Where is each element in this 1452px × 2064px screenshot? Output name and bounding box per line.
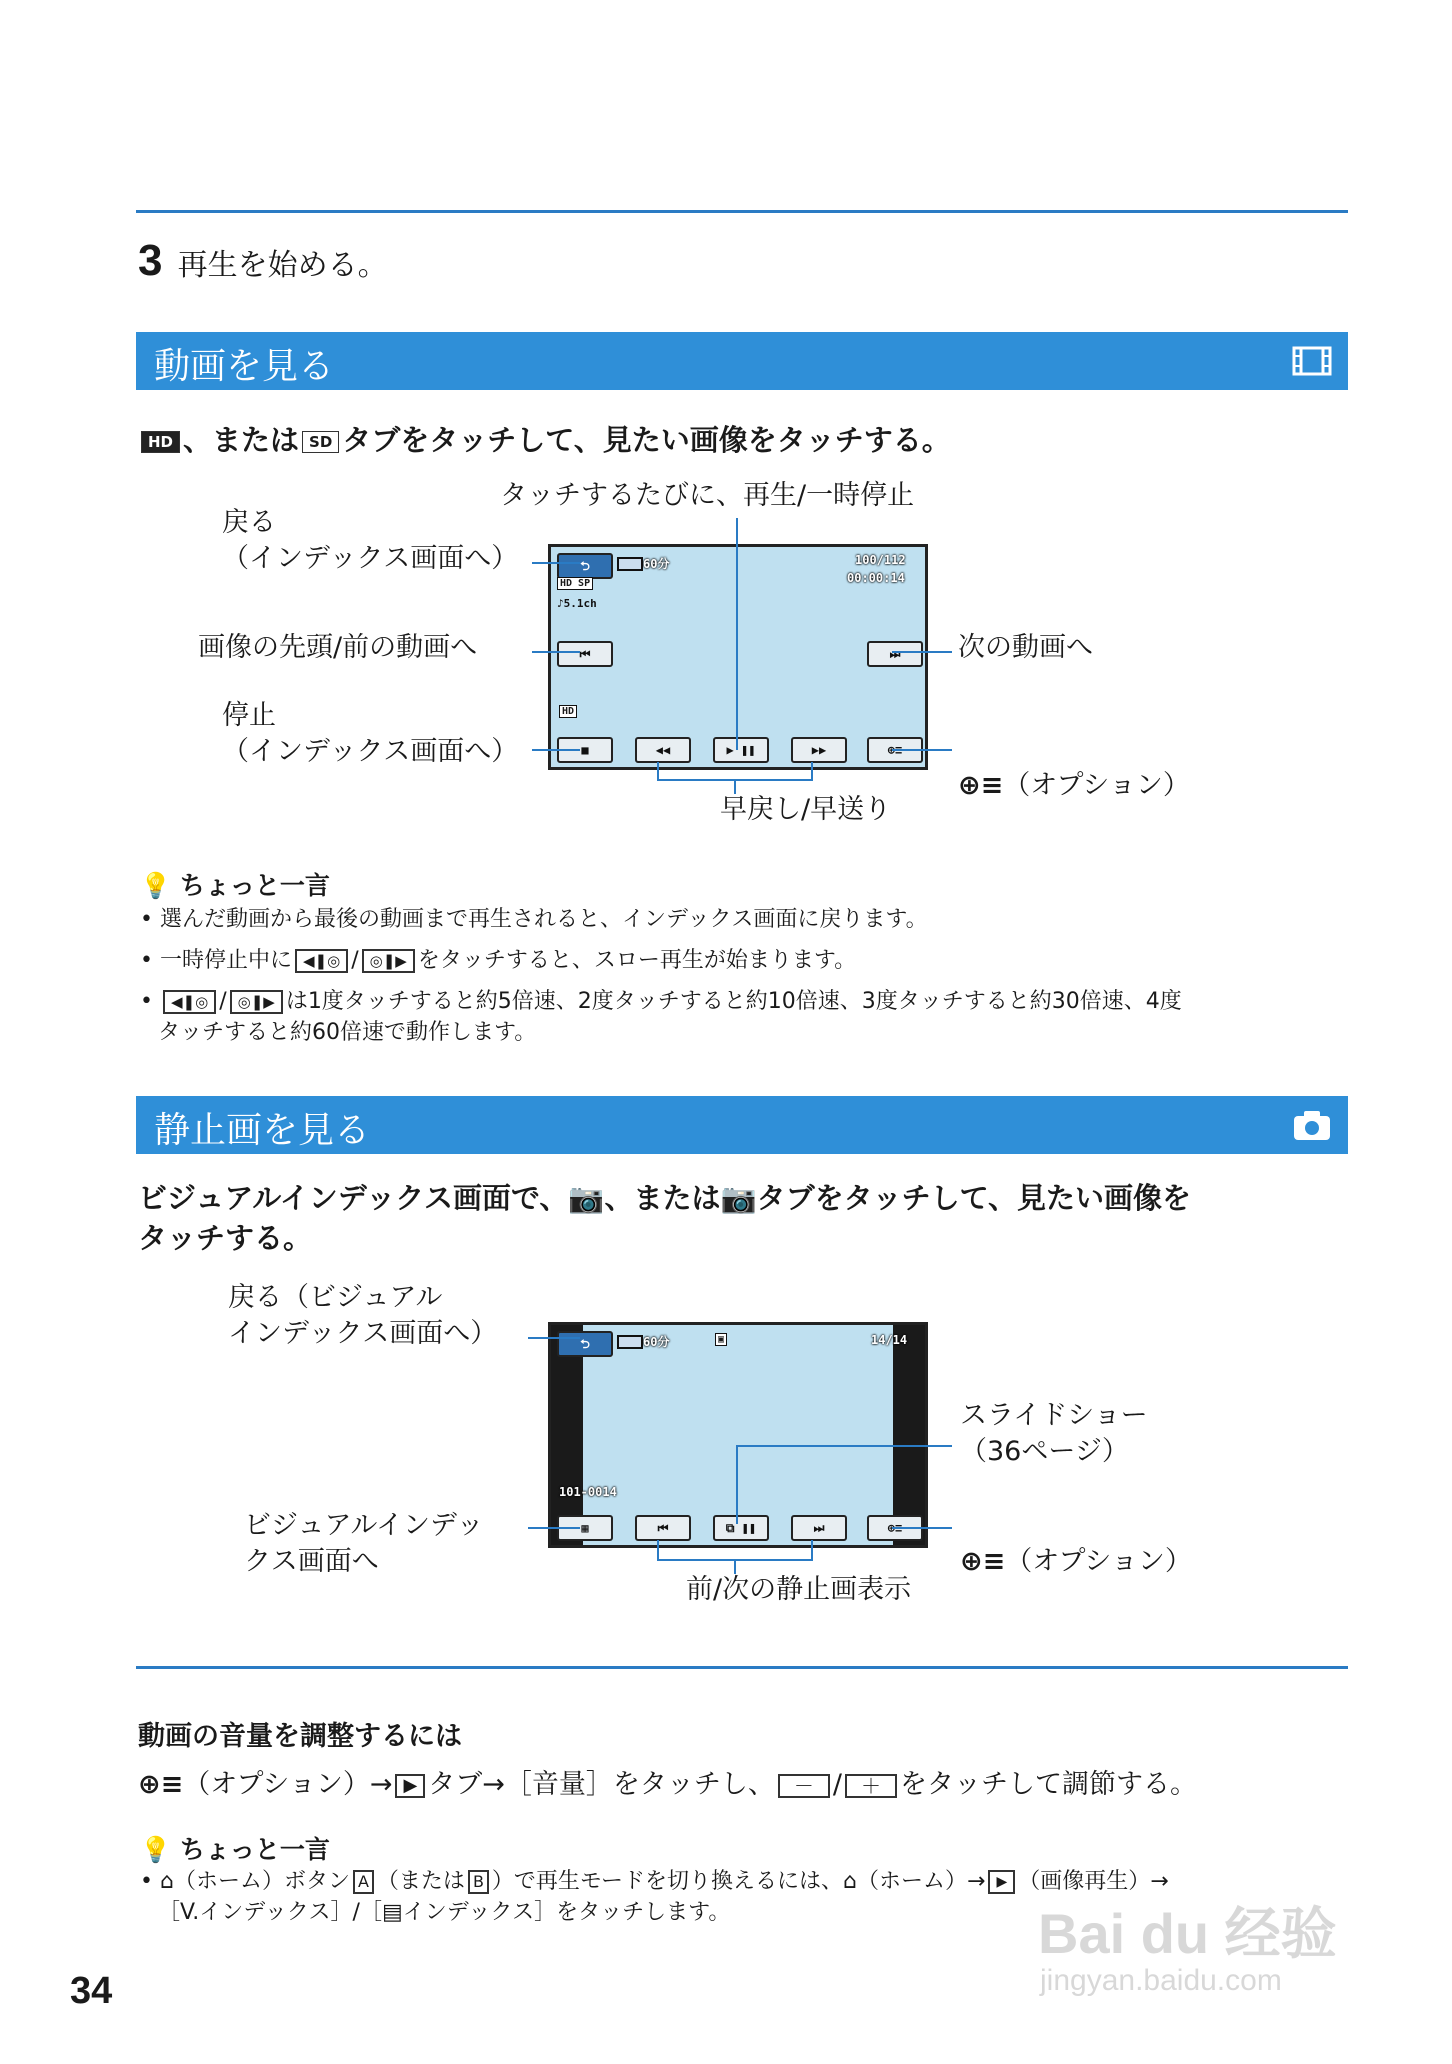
tip-item: • 一時停止中に ◀❚◎ / ◎❚▶ をタッチすると、スロー再生が始まります。 [140,948,857,973]
top-rule [136,210,1348,213]
label-next-movie: 次の動画へ [958,632,1093,663]
play-tab-icon: ▶ [988,1870,1015,1894]
file-counter: 100/112 [855,553,906,567]
step-heading [138,236,388,286]
movie-intro [138,418,951,459]
tips2-heading [140,1830,330,1866]
tip2-text-e: ）で再生モードを切り換えるには、 [491,1869,844,1894]
label-rew-ff: 早戻し/早送り [720,794,892,825]
volume-heading: 動画の音量を調整するには [138,1721,462,1752]
plus-button-icon: ＋ [845,1774,897,1798]
next-movie-button[interactable]: ⏭ [867,641,923,667]
hd-mark: HD [559,705,577,718]
option-button[interactable]: ⊕≡ [867,737,923,763]
label-play-pause: タッチするたびに、再生/一時停止 [500,480,915,511]
label-option-text: （オプション） [1003,770,1190,801]
tips-heading-text: ちょっと一言 [179,871,330,900]
visual-index-button[interactable]: ▦ [557,1515,613,1541]
watermark-url: jingyan.baidu.com [1040,1964,1282,1997]
step-number: 3 [138,236,163,285]
tip-text-1: 選んだ動画から最後の動画まで再生されると、インデックス画面に戻ります。 [159,907,928,932]
next-still-button[interactable]: ⏭ [791,1515,847,1541]
movie-intro-text1: 、または [183,423,300,457]
option-icon: ⊕≡ [958,770,1004,801]
label-slideshow: スライドショー （36ページ） [960,1400,1148,1467]
still-section-band [136,1096,1348,1154]
volume-text-a: （オプション）→ [183,1769,393,1800]
label-back-index: 戻る （インデックス画面へ） [222,507,519,574]
step-text: 再生を始める。 [177,248,388,283]
still-section-title: 静止画を見る [154,1110,371,1151]
tip-item-cont [140,1017,1340,1048]
tip-text-3b: タッチすると約60倍速で動作します。 [158,1020,537,1045]
image-counter: 14/14 [871,1333,908,1347]
movie-section-title: 動画を見る [154,346,335,387]
movie-screen [548,544,928,770]
lightbulb-icon: 💡 [140,1835,172,1864]
tip-text-3a: は1度タッチすると約5倍速、2度タッチすると約10倍速、3度タッチすると約30倍速、4度 [285,989,1182,1014]
option-icon: ⊕≡ [138,1769,184,1800]
label-prev-movie: 画像の先頭/前の動画へ [198,632,478,663]
back-button[interactable]: ⮌ [557,553,613,579]
forward-icon: ◎❚▶ [230,990,283,1014]
still-intro-2: タッチする。 [138,1221,313,1255]
tip-text-2a: 一時停止中に [159,948,292,973]
tip-item: • ◀❚◎ / ◎❚▶ は1度タッチすると約5倍速、2度タッチすると約10倍速、3度タッチすると約30倍速、4度 [140,989,1182,1014]
play-pause-button[interactable]: ▶ ❚❚ [713,737,769,763]
sd-tab-icon: SD [302,431,339,453]
home-icon: ⌂ [843,1869,858,1894]
tips-list [140,904,1340,1048]
playback-time: 00:00:14 [847,571,905,585]
slow-forward-icon: ◎❚▶ [362,949,415,973]
battery-icon [617,1335,643,1349]
hd-tab-icon: HD [141,431,180,453]
option-button[interactable]: ⊕≡ [867,1515,923,1541]
minus-button-icon: － [778,1774,830,1798]
volume-sep: / [832,1769,843,1800]
slideshow-button[interactable]: ⧉ ❚❚ [713,1515,769,1541]
still-screen [548,1322,928,1548]
fast-forward-button[interactable]: ▶▶ [791,737,847,763]
folder-number: 101-0014 [559,1485,617,1499]
home-icon: ⌂ [159,1869,174,1894]
volume-text-b: タブ→［音量］をタッチし、 [428,1769,775,1800]
tip2-text-2b: インデックス］をタッチします。 [402,1900,731,1925]
tips2-heading-text: ちょっと一言 [179,1835,330,1864]
rewind-icon: ◀❚◎ [163,990,216,1014]
battery-icon [617,557,643,571]
screen-side-bar [551,1325,583,1545]
label-option [958,732,1190,804]
label-a-box: A [353,1870,374,1894]
tip2-text-a: （ホーム）ボタン [173,1869,350,1894]
prev-movie-button[interactable]: ⏮ [557,641,613,667]
label-still-option-text: （オプション） [1005,1546,1192,1577]
camera-tab-icon: 📷 [568,1181,605,1215]
option-icon: ⊕≡ [960,1546,1006,1577]
slow-rewind-icon: ◀❚◎ [295,949,348,973]
tip2-text-g: （画像再生）→ [1018,1869,1169,1894]
film-strip-icon [1292,344,1332,378]
camera-icon [1292,1108,1332,1142]
label-back-visual-index: 戻る（ビジュアル インデックス画面へ） [228,1282,498,1349]
rewind-button[interactable]: ◀◀ [635,737,691,763]
label-visual-index: ビジュアルインデッ クス画面へ [244,1510,484,1577]
movie-section-band [136,332,1348,390]
film-index-icon: ▤ [381,1900,403,1925]
camera-card-tab-icon: 📷 [720,1181,757,1215]
tip2-text-2: ［V.インデックス］/［ [158,1900,382,1925]
audio-badge: ♪5.1ch [557,597,597,610]
still-intro-1a: ビジュアルインデックス画面で、 [138,1181,569,1215]
battery-remaining: 60分 [643,1335,670,1349]
battery-remaining: 60分 [643,557,670,571]
tip2-text-f: （ホーム）→ [857,1869,986,1894]
label-still-option [960,1508,1192,1580]
label-stop: 停止 （インデックス画面へ） [222,700,519,767]
label-prev-next-still: 前/次の静止画表示 [686,1574,912,1605]
volume-instructions [138,1762,1197,1801]
still-intro [138,1178,1348,1258]
tip-item: • 選んだ動画から最後の動画まで再生されると、インデックス画面に戻ります。 [140,907,928,932]
still-intro-1b: 、または [604,1181,721,1215]
screen-side-bar [893,1325,925,1545]
quality-badge: HD SP [557,577,593,590]
page-number: 34 [70,1970,113,2012]
tips-heading [140,866,330,902]
lightbulb-icon: 💡 [140,871,172,900]
bottom-rule [136,1666,1348,1669]
volume-text-d: をタッチして調節する。 [900,1769,1198,1800]
stop-button[interactable]: ■ [557,737,613,763]
label-b-box: B [468,1870,489,1894]
prev-still-button[interactable]: ⏮ [635,1515,691,1541]
still-intro-1c: タブをタッチして、見たい画像を [756,1181,1192,1215]
play-tab-icon: ▶ [395,1774,425,1798]
tip-text-2b: をタッチすると、スロー再生が始まります。 [417,948,857,973]
watermark-brand: Bai du 经验 [1038,1902,1337,1965]
tip2-item: • ⌂（ホーム）ボタン A （または B ）で再生モードを切り換えるには、⌂（ホーム）→ ▶ （画像再生）→ [140,1869,1169,1894]
back-button[interactable]: ⮌ [557,1331,613,1357]
image-size-icon: ▣ [715,1333,727,1346]
movie-intro-text2: タブをタッチして、見たい画像をタッチする。 [342,423,951,457]
tip2-text-c: （または [376,1869,465,1894]
